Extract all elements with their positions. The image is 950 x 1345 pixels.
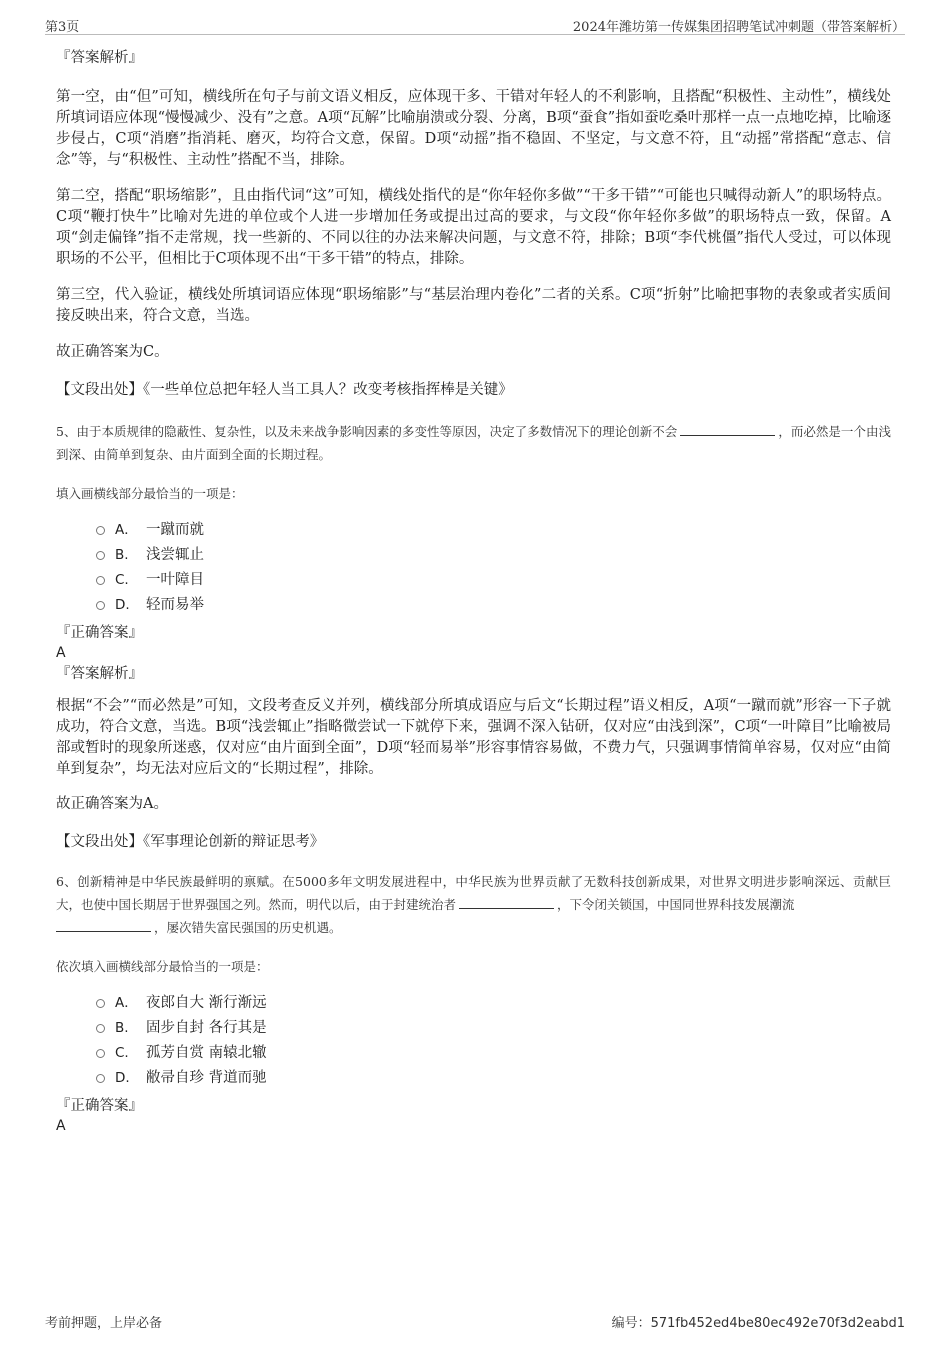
question-prompt: 填入画横线部分最恰当的一项是： bbox=[56, 486, 244, 501]
source-citation: 【文段出处】《一些单位总把年轻人当工具人？改变考核指挥棒是关键》 bbox=[56, 382, 513, 398]
option-text: 固步自封 各行其是 bbox=[146, 1020, 267, 1036]
option-text: 轻而易举 bbox=[146, 597, 204, 613]
radio-button[interactable] bbox=[96, 1049, 105, 1058]
question-prompt: 依次填入画横线部分最恰当的一项是： bbox=[56, 959, 269, 974]
option-letter: B. bbox=[115, 547, 129, 563]
option-letter: D. bbox=[115, 597, 130, 613]
source-citation: 【文段出处】《军事理论创新的辩证思考》 bbox=[56, 834, 325, 850]
question-stem-text: ，屡次错失富民强国的历史机遇。 bbox=[154, 920, 342, 935]
correct-answer-label: 『正确答案』 bbox=[56, 1098, 143, 1114]
radio-button[interactable] bbox=[96, 526, 105, 535]
question-stem-text: 6、创新精神是中华民族最鲜明的禀赋。在5000多年文明发展进程中，中华民族为世界贡献了无数科技创新成果，对世界文明进步影响深远、贡献巨大，也使中国长期居于世界强国之列。然而，明代以后，由于封建统治者 bbox=[56, 874, 891, 912]
option-letter: A． bbox=[115, 995, 138, 1011]
page-content bbox=[56, 48, 891, 1136]
analysis-conclusion: 故正确答案为C。 bbox=[56, 344, 169, 360]
option-text: 一叶障目 bbox=[146, 572, 204, 588]
code-label: 编号： bbox=[611, 1316, 651, 1331]
option-text: 孤芳自赏 南辕北辙 bbox=[146, 1045, 267, 1061]
option-a[interactable] bbox=[96, 991, 891, 1016]
option-a[interactable] bbox=[96, 518, 891, 543]
question-stem-text: 5、由于本质规律的隐蔽性、复杂性，以及未来战争影响因素的多变性等原因，决定了多数情况下的理论创新不会 bbox=[56, 424, 678, 439]
option-b[interactable] bbox=[96, 1016, 891, 1041]
correct-answer-label: 『正确答案』 bbox=[56, 625, 143, 641]
radio-button[interactable] bbox=[96, 1074, 105, 1083]
option-b[interactable] bbox=[96, 543, 891, 568]
analysis-label: 『答案解析』 bbox=[56, 50, 143, 66]
radio-button[interactable] bbox=[96, 999, 105, 1008]
option-text: 敝帚自珍 背道而驰 bbox=[146, 1070, 267, 1086]
option-letter: C. bbox=[115, 1045, 129, 1061]
option-text: 夜郎自大 渐行渐远 bbox=[146, 995, 267, 1011]
page-header bbox=[45, 14, 905, 35]
option-text: 一蹴而就 bbox=[146, 522, 204, 538]
radio-button[interactable] bbox=[96, 1024, 105, 1033]
analysis-paragraph: 第三空，代入验证，横线处所填词语应体现“职场缩影”与“基层治理内卷化”二者的关系。C项“折射”比喻把事物的表象或者实质间接反映出来，符合文意，当选。 bbox=[56, 287, 891, 324]
analysis-paragraph: 第二空，搭配“职场缩影”，且由指代词“这”可知，横线处指代的是“你年轻你多做”“干多干错”“可能也只喊得动新人”的职场特点。C项“鞭打快牛”比喻对先进的单位或个人进一步增加任务或提出过高的要求，与文段“你年轻你多做”的职场特点一致，保留。A项“剑走偏锋”指不走常规，找一些新的、不同以往的办法来解决问题，与文意不符，排除；B项“李代桃僵”指代人受过，可以体现职场的不公平，但相比于C项体现不出“干多干错”的特点，排除。 bbox=[56, 188, 891, 267]
question-6-stem bbox=[56, 870, 891, 939]
option-letter: B. bbox=[115, 1020, 129, 1036]
option-d[interactable] bbox=[96, 593, 891, 618]
option-text: 浅尝辄止 bbox=[146, 547, 204, 563]
analysis-conclusion: 故正确答案为A。 bbox=[56, 796, 168, 812]
footer-note: 考前押题，上岸必备 bbox=[45, 1316, 163, 1331]
document-title: 2024年潍坊第一传媒集团招聘笔试冲刺题（带答案解析） bbox=[572, 20, 905, 35]
radio-button[interactable] bbox=[96, 576, 105, 585]
question-6-options bbox=[96, 991, 891, 1091]
analysis-paragraph: 根据“不会”“而必然是”可知，文段考查反义并列，横线部分所填成语应与后文“长期过程”语义相反，A项“一蹴而就”形容一下子就成功，符合文意，当选。B项“浅尝辄止”指略微尝试一下就停下来，强调不深入钻研，仅对应“由浅到深”，C项“一叶障目”比喻被局部或暂时的现象所迷惑，仅对应“由片面到全面”，D项“轻而易举”形容事情容易做，不费力气，只强调事情简单容易，仅对应“由简单到复杂”，均无法对应后文的“长期过程”，排除。 bbox=[56, 698, 891, 777]
analysis-label: 『答案解析』 bbox=[56, 666, 143, 682]
question-stem-text: ，而必然是一个由浅到深、由简单到复杂、由片面到全面的长期过程。 bbox=[56, 424, 891, 462]
fill-blank bbox=[459, 896, 554, 909]
radio-button[interactable] bbox=[96, 551, 105, 560]
fill-blank bbox=[680, 423, 775, 436]
option-c[interactable] bbox=[96, 568, 891, 593]
option-letter: D. bbox=[115, 1070, 130, 1086]
code-value: 571fb452ed4be80ec492e70f3d2eabd1 bbox=[650, 1316, 905, 1331]
document-code bbox=[612, 1312, 905, 1331]
question-5-options bbox=[96, 518, 891, 618]
question-stem-text: ，下令闭关锁国，中国同世界科技发展潮流 bbox=[557, 897, 795, 912]
page-number: 第3页 bbox=[45, 20, 80, 35]
option-letter: A． bbox=[115, 522, 138, 538]
option-d[interactable] bbox=[96, 1066, 891, 1091]
analysis-paragraph: 第一空，由“但”可知，横线所在句子与前文语义相反，应体现干多、干错对年轻人的不利影响，且搭配“积极性、主动性”，横线处所填词语应体现“慢慢减少、没有”之意。A项“瓦解”比喻崩溃或分裂、分离，B项“蚕食”指如蚕吃桑叶那样一点一点地吃掉，比喻逐步侵占，C项“消磨”指消耗、磨灭，均符合文意，保留。D项“动摇”指不稳固、不坚定，与文意不符，且“动摇”常搭配“意志、信念”等，与“积极性、主动性”搭配不当，排除。 bbox=[56, 89, 891, 168]
radio-button[interactable] bbox=[96, 601, 105, 610]
option-c[interactable] bbox=[96, 1041, 891, 1066]
fill-blank bbox=[56, 919, 151, 932]
correct-answer: A bbox=[56, 645, 66, 661]
page-footer bbox=[45, 1312, 905, 1331]
question-5-stem bbox=[56, 420, 891, 466]
correct-answer: A bbox=[56, 1118, 66, 1134]
option-letter: C. bbox=[115, 572, 129, 588]
